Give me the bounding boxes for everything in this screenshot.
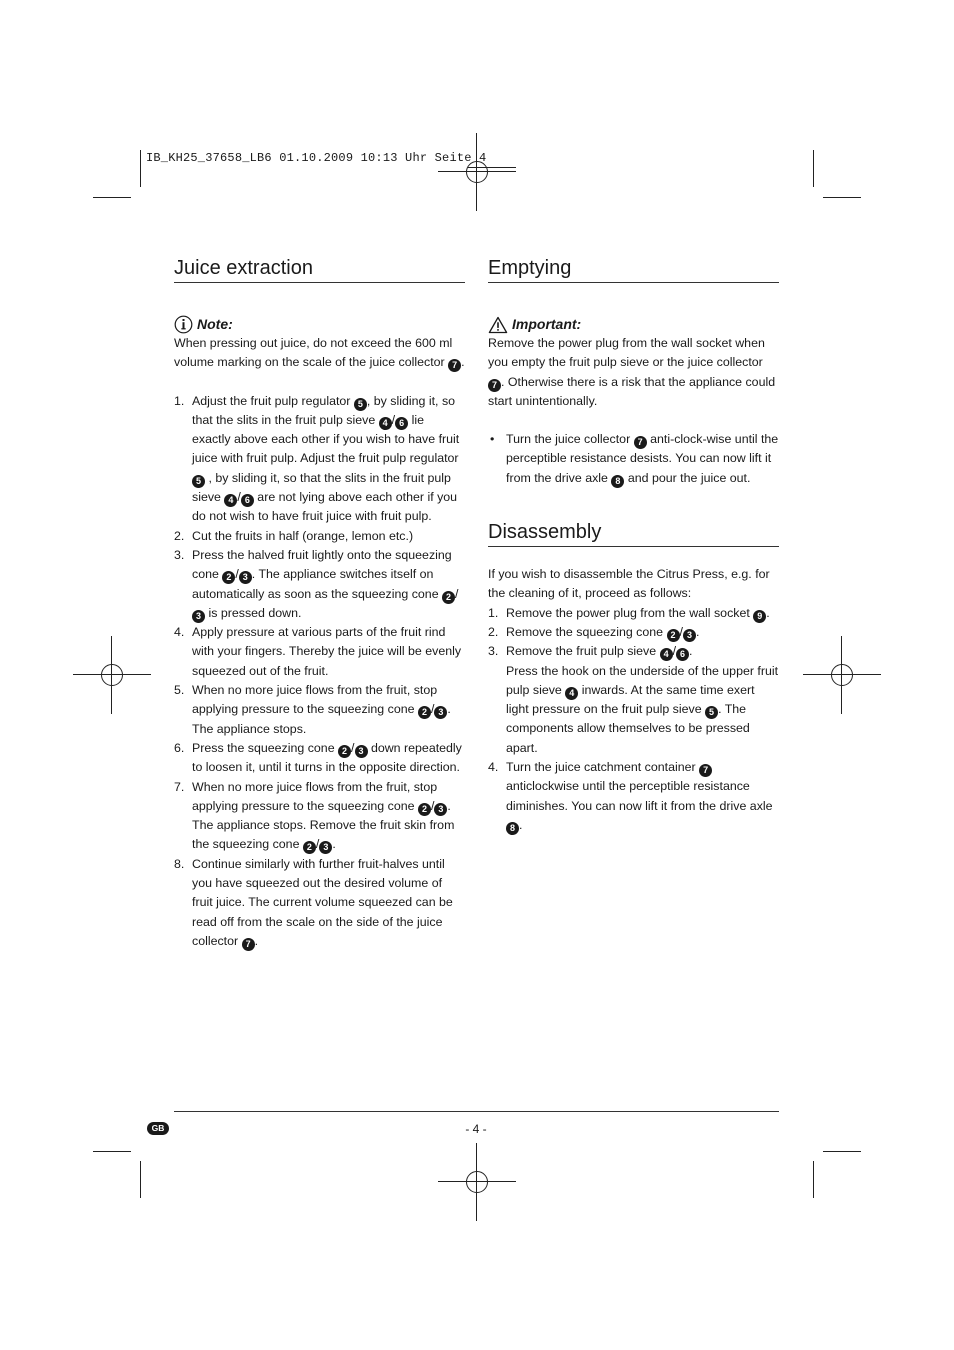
important-label: Important: xyxy=(512,316,582,332)
crop-mark xyxy=(813,150,814,187)
crop-mark xyxy=(823,1151,861,1152)
list-item: 4. Apply pressure at various parts of the fruit rind with your fingers. Thereby the juice will be evenly squeezed out of the fruit. xyxy=(174,625,462,678)
list-item: • Turn the juice collector 7 anti-clock-wise until the perceptible resistance desists. You can now lift it from the drive axle 8 and pour the juice out. xyxy=(490,432,779,486)
emptying-bullets xyxy=(488,430,779,488)
list-item: 8. Continue similarly with further fruit-halves until you have squeezed out the desired volume of fruit juice. The current volume squeezed can be read off from the scale on the side of the juice collector 7 . xyxy=(174,856,453,949)
section-title-juice-extraction: Juice extraction xyxy=(174,255,465,283)
list-item: 3. Press the halved fruit lightly onto the squeezing cone 2 / 3 . The appliance switches itself on automatically as soon as the squeezing cone 2 /3 is pressed down. xyxy=(174,547,459,621)
emptying-disassembly-column xyxy=(488,255,779,835)
warning-icon xyxy=(488,316,508,334)
important-heading xyxy=(488,315,779,334)
crop-mark xyxy=(93,197,131,198)
crop-mark xyxy=(140,150,141,187)
list-item: 2. Remove the squeezing cone 2 / 3 . xyxy=(488,624,700,640)
list-item: 7. When no more juice flows from the fruit, stop applying pressure to the squeezing cone 2 / 3 . The appliance stops. Remove the fruit skin from the squeezing cone 2 / 3 . xyxy=(174,779,455,853)
disassembly-intro: If you wish to disassemble the Citrus Press, e.g. for the cleaning of it, proceed as follows: xyxy=(488,567,770,601)
print-slug: IB_KH25_37658_LB6 01.10.2009 10:13 Uhr Seite 4 xyxy=(146,151,487,165)
registration-mark xyxy=(803,636,881,714)
note-heading xyxy=(174,315,465,334)
page-number: - 4 - xyxy=(465,1122,487,1136)
list-item: 4. Turn the juice catchment container 7 anticlockwise until the perceptible resistance diminishes. You can now lift it from the drive axle 8 . xyxy=(488,760,773,833)
crop-mark xyxy=(93,1151,131,1152)
section-title-emptying: Emptying xyxy=(488,255,779,283)
slug-underline xyxy=(468,167,516,168)
list-item: 1. Remove the power plug from the wall socket 9 . xyxy=(488,605,770,621)
crop-mark xyxy=(140,1161,141,1198)
note-label: Note: xyxy=(197,316,233,332)
registration-mark xyxy=(438,1143,516,1221)
disassembly-steps-list xyxy=(488,604,779,836)
juice-extraction-column xyxy=(174,255,465,951)
info-icon xyxy=(174,315,193,334)
important-text: Remove the power plug from the wall socket when you empty the fruit pulp sieve or the juice collector 7 . Otherwise there is a risk that the appliance could start unintentionally. xyxy=(488,336,776,408)
list-item: 2. Cut the fruits in half (orange, lemon etc.) xyxy=(174,528,414,543)
list-item: 5. When no more juice flows from the fruit, stop applying pressure to the squeezing cone 2 / 3 . The appliance stops. xyxy=(174,683,451,736)
list-item: 6. Press the squeezing cone 2 / 3 down repeatedly to loosen it, until it turns in the opposite direction. xyxy=(174,740,462,775)
crop-mark xyxy=(823,197,861,198)
crop-mark xyxy=(813,1161,814,1198)
language-badge: GB xyxy=(147,1122,169,1135)
registration-mark xyxy=(438,133,516,211)
section-title-disassembly: Disassembly xyxy=(488,519,779,547)
registration-mark xyxy=(73,636,151,714)
list-item: 1. Adjust the fruit pulp regulator 5 , by sliding it, so that the slits in the fruit pulp sieve 4 / 6 lie exactly above each other if you wish to have fruit juice with fruit pulp. Adjust the fruit pulp regulator 5 , by sliding it, so that the slits in the fruit pulp sieve 4 / 6 are not lying above each other if you do not wish to have fruit juice with fruit pulp. xyxy=(174,393,460,524)
note-text: When pressing out juice, do not exceed the 600 ml volume marking on the scale of the juice collector 7 . xyxy=(174,336,465,371)
juice-steps-list xyxy=(174,392,465,952)
footer-rule xyxy=(174,1111,779,1112)
list-item: 3. Remove the fruit pulp sieve 4 / 6 . Press the hook on the underside of the upper fruit pulp sieve 4 inwards. At the same time exert light pressure on the fruit pulp sieve 5 . The components allow themselves to be pressed apart. xyxy=(488,644,779,755)
